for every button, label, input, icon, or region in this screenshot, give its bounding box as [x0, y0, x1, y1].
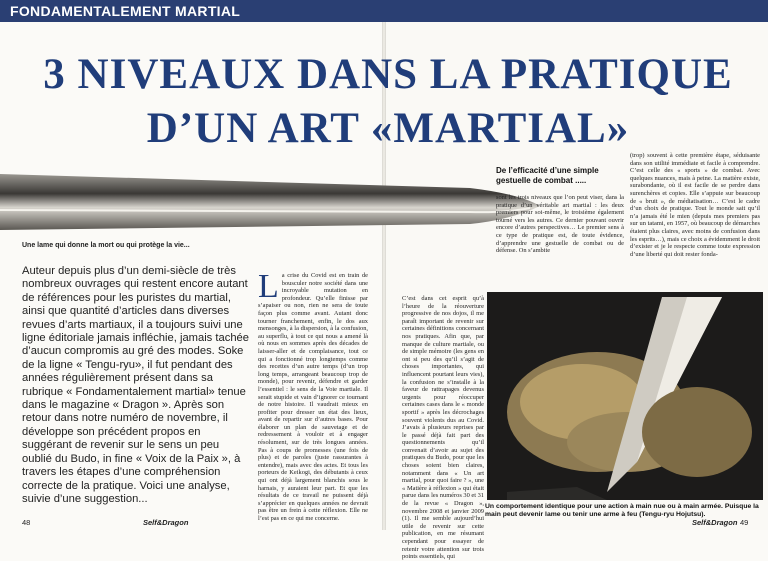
section-subheading: De l’efficacité d’une simple gestuelle de combat ..... [496, 166, 599, 185]
katana-blade-image [0, 168, 540, 238]
article-headline [18, 48, 758, 156]
magazine-name-right: Self&Dragon [692, 518, 738, 527]
photo-caption: Un comportement identique pour une action à main nue ou à main armée. Puisque la main peut devenir lame ou tenir une arme à feu (Tengu-ryu Hojutsu). [485, 503, 759, 518]
magazine-name-left: Self&Dragon [143, 518, 189, 527]
body-column-1 [258, 268, 368, 522]
body-column-1-text: a crise du Covid est en train de bousculer notre société dans une incroyable mutation en profondeur. Qu’elle finisse par s’apaiser ou non, rien ne sera de toute façon plus comme avant. Autant donc tourner franchement, enfin, le dos aux mensonges, à la dispersion, à la confusion, au superflu, à tout ce qui nous a amené là où nous en sommes après des décades de laisser-aller et de complaisance, tout ce qui a fonctionné trop longtemps comme des recettes d’un autre temps (d’un trop long temps, arrangeant beaucoup trop de monde), pour revenir, défendre et garder l’essentiel : le sens de la Voie martiale. Il serait stupide et vain d’ignorer ce tournant de notre histoire. Il vaudrait mieux en profiter pour dresser un état des lieux, avant de repartir sur d’autres bases. Pour élaborer un plan de sauvetage et de redressement à vouloir et à engager résolument, sur de très longues années. Pas à coups de promesses (une fois de plus) et de paroles (juste rassurantes à entendre), mais avec des actes. Et tous les porteurs de Keikogi, des débutants à ceux qui ont déjà largement blanchis sous le harnais, y auraient leur part. Et que les résultats de ce travail ne puissent déjà s’apprécier en quelques années ne devrait pas être un frein à cette réflexion. Elle ne l’est pas en ce qui me concerne. [258, 272, 368, 522]
body-column-3: sont les trois niveaux que l’on peut viser, dans la pratique d’un véritable art martial : les deux premiers pour soi-même, le troisième également tourné vers les autres. Ce dernier pouvant ouvrir encore d’autres perspectives… Le premier sens à ce type de pratique est, de toute évidence, d’apprendre une gestuelle de combat ou de défense. On s’ambite [496, 194, 624, 255]
header-band-left [0, 0, 384, 22]
headline-line-2: D’UN ART «MARTIAL» [146, 105, 630, 152]
page-number-left: 48 [22, 518, 31, 527]
rubric-title: FONDAMENTALEMENT MARTIAL [10, 3, 241, 19]
page-number-right: 49 [740, 518, 749, 527]
blade-caption: Une lame qui donne la mort ou qui protège la vie... [22, 242, 190, 249]
intro-paragraph: Auteur depuis plus d’un demi-siècle de très nombreux ouvrages qui restent encore autant de références pour les puristes du martial, ainsi que quantité d’articles dans diverses revues d’arts martiaux, il a toujours suivi une ligne éditoriale jamais infléchie, jamais tachée d’aucun compromis au gré des modes. Soke de la ligne « Tengu-ryu», il fut pendant des années régulièrement présent dans sa rubrique « Fondamentalement martial» tenue dans le magazine « Dragon ». Après son retour dans notre numéro de novembre, il développe son précédent propos en suggérant de revenir sur le sens un peu oublié du Budo, in fine « Voix de la Paix », à travers les étapes d’une compréhension correcte de la pratique. Voici une analyse, suivie d’une suggestion... [22, 265, 249, 505]
body-column-2: C’est dans cet esprit qu’à l’heure de la réouverture progressive de nos dojos, il me paraît important de revenir sur certaines définitions concernant nos pratiques. Afin que, par manque de culture martiale, ou de simple mémoire (les gens en ont si peu des qu’il s’agit de choses importantes, qui influencent pourtant leurs vies), la confusion ne s’installe à la faveur de rattrapages devenus urgents pour réoccuper certaines cases dans le « monde sportif » après les décrochages souvent violents dus au Covid. J’avais à plusieurs reprises par le passé déjà fait part des questionnements qu’il convenait d’avoir au sujet des pratiques du Budo, pour que les choses soient bien claires, notamment dans « Un art martial, pour quoi faire ? », une « Matière à réflexion » qui était parue dans les numéros 30 et 31 de la revue « Dragon », novembre 2008 et janvier 2009 (1). Il me semble aujourd’hui utile de revenir sur cette publication, en me résumant cependant pour essayer de retenir votre attention sur trois points essentiels, qui [402, 295, 484, 561]
drop-cap: L [258, 268, 279, 305]
body-column-4: (trop) souvent à cette première étape, séduisante dans son utilité immédiate et facile à comprendre. C’est celle des « sports » de combat. Avec quelques nuances, mais à peine. La matière existe, surabondante, où il est facile de se perdre dans surenchères et copies. Elle s’appuie sur beaucoup de « bruit », de médiatisation… C’est le cadre d’un choix de pratique. Tout le monde sait qu’il n’a jamais été le mien (depuis mes premiers pas sur un tatami, en 1957, où beaucoup de démarches étaient plus claires, avec moins de confusion dans les esprits…), mais ce choix a évidemment le droit d’exister et je le respecte comme toute expression d’une liberté qui doit rester fonda- [630, 152, 760, 258]
header-band-right [384, 0, 768, 22]
hand-and-blade-photo [487, 292, 763, 500]
headline-line-1: 3 NIVEAUX DANS LA PRATIQUE [43, 51, 733, 98]
